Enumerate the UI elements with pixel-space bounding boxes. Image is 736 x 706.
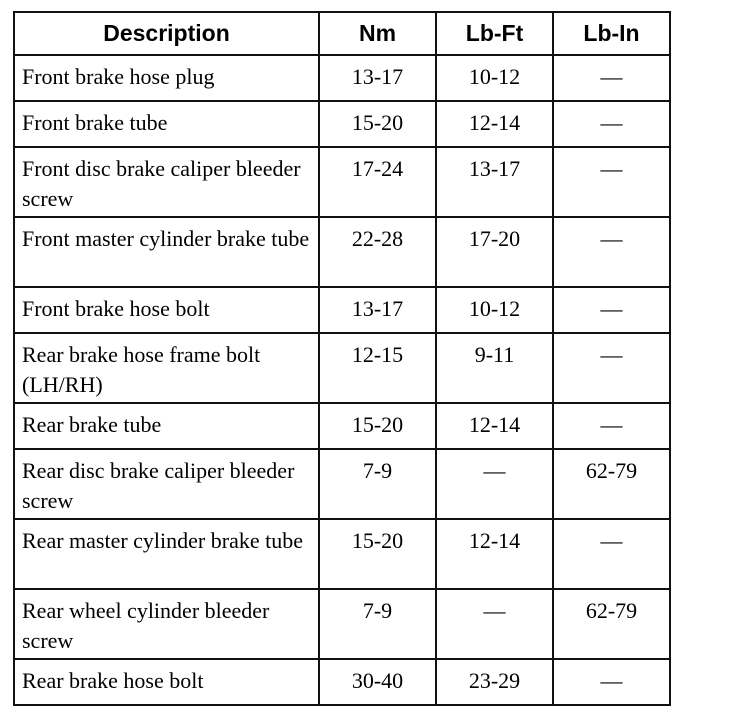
- cell-description: Rear brake tube: [14, 403, 319, 449]
- cell-description: Rear disc brake caliper bleeder screw: [14, 449, 319, 519]
- cell-lb-in: —: [553, 217, 670, 287]
- cell-nm: 7-9: [319, 449, 436, 519]
- cell-lb-in: —: [553, 147, 670, 217]
- table-row: [14, 449, 670, 519]
- cell-description: Front brake tube: [14, 101, 319, 147]
- cell-lb-in: 62-79: [553, 449, 670, 519]
- cell-nm: 17-24: [319, 147, 436, 217]
- cell-nm: 13-17: [319, 287, 436, 333]
- table-row: [14, 287, 670, 333]
- cell-lb-ft: 10-12: [436, 287, 553, 333]
- cell-lb-in: 62-79: [553, 589, 670, 659]
- table-row: [14, 217, 670, 287]
- table-row: [14, 333, 670, 403]
- cell-lb-ft: —: [436, 589, 553, 659]
- cell-nm: 15-20: [319, 519, 436, 589]
- cell-lb-in: —: [553, 101, 670, 147]
- cell-nm: 15-20: [319, 403, 436, 449]
- cell-description: Rear brake hose bolt: [14, 659, 319, 705]
- cell-lb-in: —: [553, 55, 670, 101]
- cell-description: Front brake hose plug: [14, 55, 319, 101]
- cell-nm: 7-9: [319, 589, 436, 659]
- cell-lb-ft: 10-12: [436, 55, 553, 101]
- cell-description: Rear wheel cylinder bleeder screw: [14, 589, 319, 659]
- table-row: [14, 589, 670, 659]
- cell-description: Rear brake hose frame bolt (LH/RH): [14, 333, 319, 403]
- table-row: [14, 147, 670, 217]
- table-row: [14, 403, 670, 449]
- cell-lb-ft: 23-29: [436, 659, 553, 705]
- header-description: Description: [14, 12, 319, 55]
- cell-lb-ft: 17-20: [436, 217, 553, 287]
- table-row: [14, 101, 670, 147]
- table-header-row: [14, 12, 670, 55]
- cell-description: Front disc brake caliper bleeder screw: [14, 147, 319, 217]
- cell-nm: 30-40: [319, 659, 436, 705]
- cell-lb-in: —: [553, 403, 670, 449]
- torque-spec-table: [13, 11, 671, 706]
- table-row: [14, 55, 670, 101]
- cell-description: Front brake hose bolt: [14, 287, 319, 333]
- cell-lb-in: —: [553, 519, 670, 589]
- cell-lb-in: —: [553, 333, 670, 403]
- cell-lb-ft: —: [436, 449, 553, 519]
- cell-nm: 12-15: [319, 333, 436, 403]
- cell-lb-ft: 12-14: [436, 403, 553, 449]
- cropped-heading-fragment: [22, 0, 132, 4]
- header-nm: Nm: [319, 12, 436, 55]
- cell-lb-ft: 12-14: [436, 101, 553, 147]
- cell-lb-ft: 9-11: [436, 333, 553, 403]
- cell-description: Rear master cylinder brake tube: [14, 519, 319, 589]
- cell-nm: 22-28: [319, 217, 436, 287]
- cell-description: Front master cylinder brake tube: [14, 217, 319, 287]
- cell-nm: 13-17: [319, 55, 436, 101]
- cell-lb-ft: 12-14: [436, 519, 553, 589]
- cell-lb-in: —: [553, 287, 670, 333]
- header-lb-ft: Lb-Ft: [436, 12, 553, 55]
- table-row: [14, 519, 670, 589]
- cell-lb-ft: 13-17: [436, 147, 553, 217]
- header-lb-in: Lb-In: [553, 12, 670, 55]
- cell-lb-in: —: [553, 659, 670, 705]
- table-row: [14, 659, 670, 705]
- cell-nm: 15-20: [319, 101, 436, 147]
